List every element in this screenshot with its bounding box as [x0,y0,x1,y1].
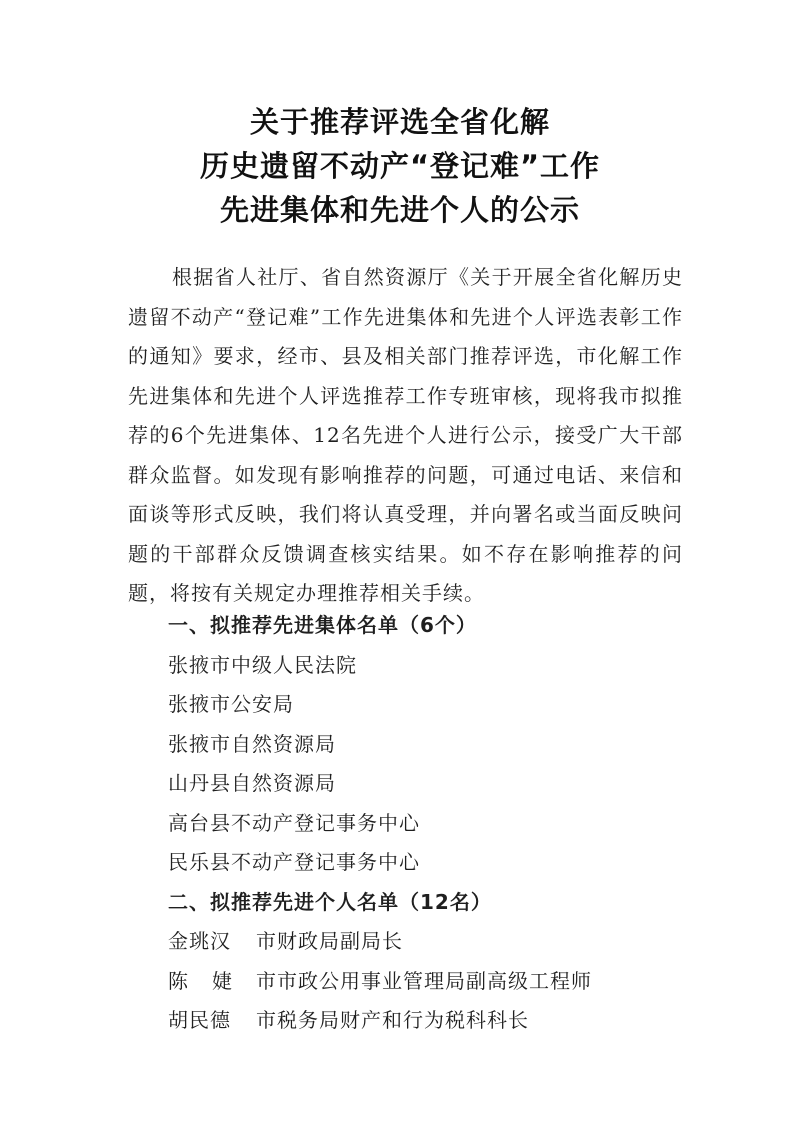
collective-item: 民乐县不动产登记事务中心 [168,850,420,874]
individual-item [168,962,688,1002]
title-line-3: 先进集体和先进个人的公示 [219,193,580,227]
individuals-heading: 二、拟推荐先进个人名单（12名） [168,889,492,914]
individual-item [168,922,688,962]
document-title [0,100,800,232]
title-line-2: 历史遗留不动产“登记难”工作 [199,149,601,183]
title-line-1: 关于推荐评选全省化解 [249,105,550,139]
collective-item: 山丹县自然资源局 [168,771,336,795]
nominee-lists [168,606,688,1041]
collectives-heading: 一、拟推荐先进集体名单（6个） [168,613,477,637]
collective-item: 张掖市公安局 [168,692,294,716]
individual-name: 陈婕 [168,968,256,993]
individual-name: 金珧汉 [168,929,231,953]
announcement-paragraph: 根据省人社厅、省自然资源厅《关于开展全省化解历史遗留不动产“登记难”工作先进集体和先进个人评选表彰工作的通知》要求，经市、县及相关部门推荐评选，市化解工作先进集体和先进个人评选推荐工作专班审核，现将我市拟推荐的6个先进集体、12名先进个人进行公示，接受广大干部群众监督。如发现有影响推荐的问题，可通过电话、来信和面谈等形式反映，我们将认真受理，并向署名或当面反映问题的干部群众反馈调查核实结果。如不存在影响推荐的问题，将按有关规定办理推荐相关手续。 [128,265,683,605]
individual-position: 市市政公用事业管理局副高级工程师 [256,968,592,993]
individual-item [168,1001,688,1041]
individual-name: 胡民德 [168,1008,231,1032]
individual-position: 市财政局副局长 [256,929,403,953]
individual-position: 市税务局财产和行为税科科长 [256,1008,529,1032]
collective-item: 高台县不动产登记事务中心 [168,810,420,835]
collective-item: 张掖市自然资源局 [168,731,336,756]
collective-item: 张掖市中级人民法院 [168,652,357,677]
document-body [128,258,683,614]
